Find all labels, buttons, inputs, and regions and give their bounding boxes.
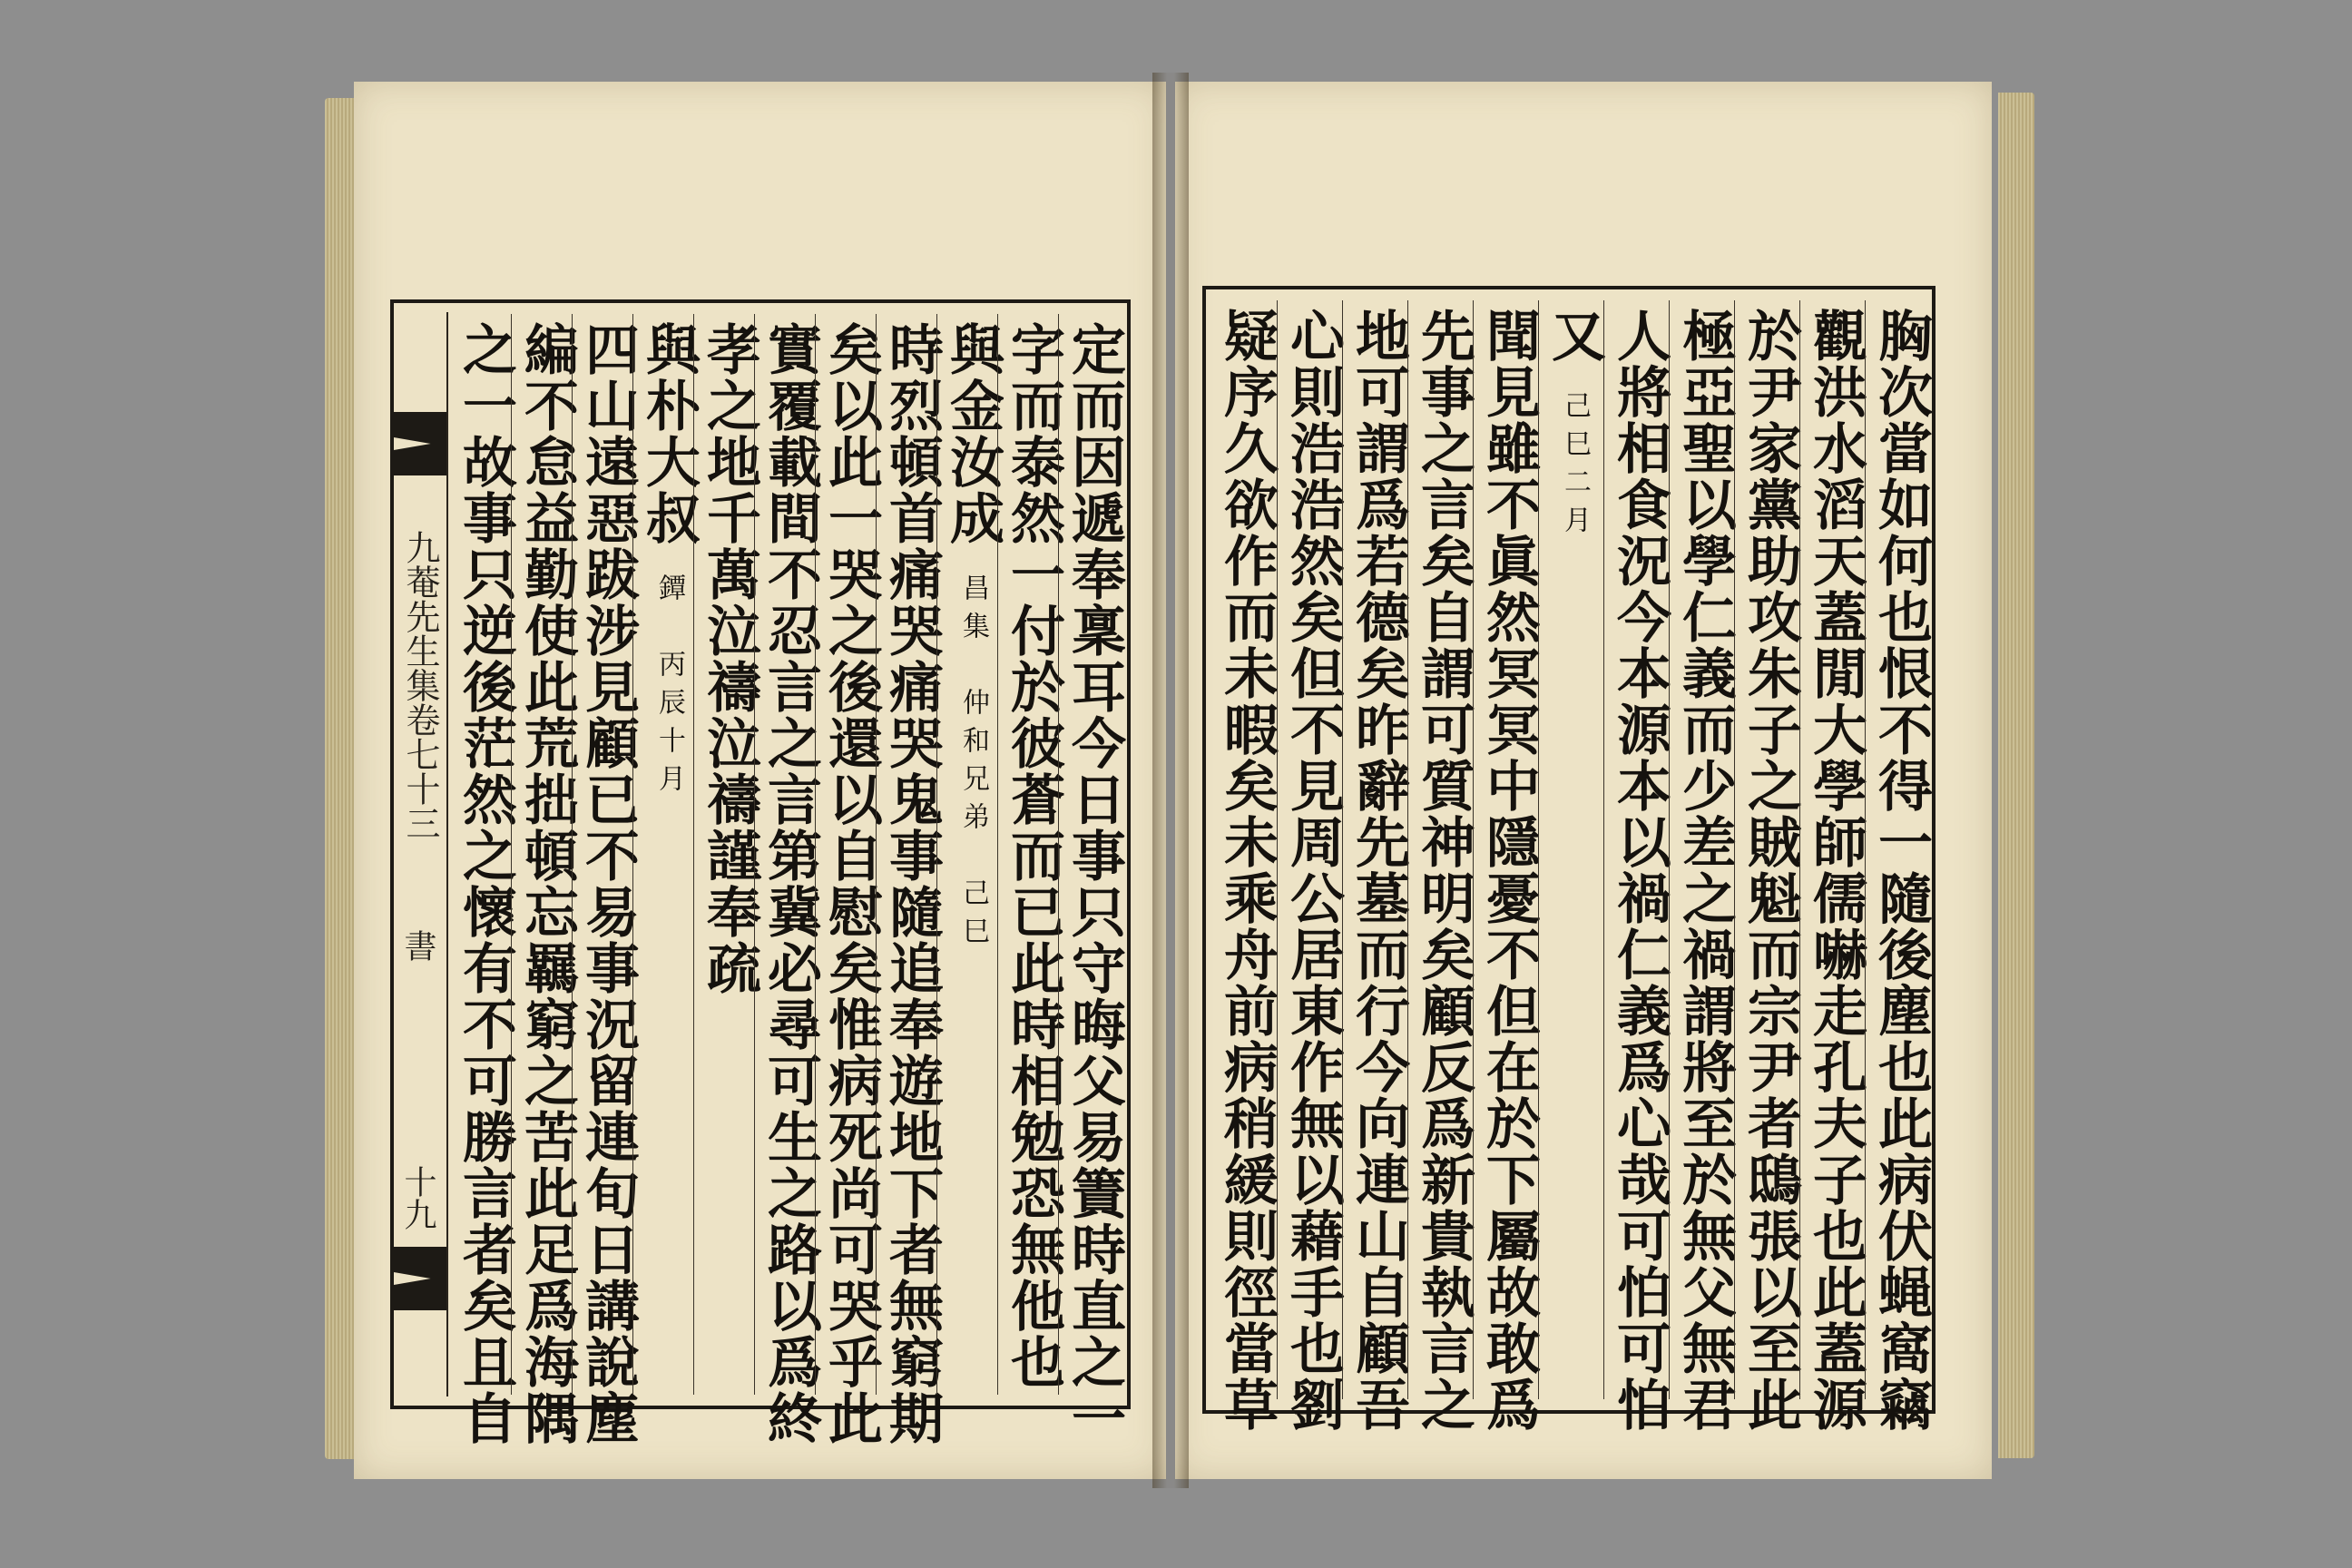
right-text-column — [1342, 300, 1414, 1433]
column-text: 之一故事只逆後茫然之懷有不可勝言者矣且自 — [454, 321, 517, 1446]
letter-heading — [1539, 308, 1610, 544]
right-text-column — [1603, 300, 1675, 1433]
right-text-column — [1538, 300, 1610, 1399]
column-text: 字而泰然一付於彼蒼而已此時相勉恐無他也 — [1002, 321, 1065, 1390]
column-text: 胸次當如何也恨不得一隨後塵也此病伏蝇窩竊 — [1869, 308, 1933, 1433]
right-page — [1175, 82, 1992, 1479]
column-text: 心則浩浩然矣但不見周公居東作無以藉手也劉 — [1281, 308, 1345, 1433]
book-title: 九菴先生集卷七十三 — [400, 530, 440, 840]
column-text: 觀洪水滔天蓋閒大學師儒嚇走孔夫子也此蓋源 — [1804, 308, 1867, 1433]
letter-recipient: 又 — [1543, 308, 1606, 364]
right-text-column — [1473, 300, 1544, 1433]
column-text: 先事之言矣自謂可質神明矣顧反爲新貴執言之 — [1412, 308, 1475, 1433]
column-text: 四山遠惡跋涉見顧已不易事況留連旬日講說塵 — [576, 321, 640, 1446]
letter-date-note: 己巳二月 — [1559, 391, 1591, 544]
column-text: 實覆載間不忍言之言第冀必尋可生之路以爲終 — [759, 321, 822, 1446]
letter-date-note: 昌集 仲和兄弟 己巳 — [957, 573, 989, 955]
column-text: 聞見雖不眞然冥冥中隱憂不但在於下屬故敢爲 — [1477, 308, 1541, 1433]
right-text-frame — [1202, 286, 1936, 1433]
right-text-column — [1799, 300, 1871, 1433]
column-text: 時烈頓首痛哭痛哭鬼事隨追奉遊地下者無窮期 — [880, 321, 944, 1446]
center-plate — [394, 312, 448, 1396]
column-text: 矣以此一哭之後還以自慰矣惟病死尚可哭乎此 — [819, 321, 883, 1446]
column-text: 於尹家黨助攻朱子之賊魁而宗尹者鴟張以至此 — [1739, 308, 1802, 1433]
fish-tail-lower-icon — [394, 1247, 446, 1310]
column-text: 定而因遞奉稟耳今日事只守晦父易簀時直之一 — [1063, 321, 1126, 1446]
book-gutter — [1152, 73, 1189, 1488]
letter-recipient: 與金汝成 — [941, 321, 1004, 546]
left-text-column — [1058, 314, 1130, 1446]
section-label: 書 — [399, 929, 436, 962]
open-book — [318, 73, 2042, 1506]
column-text: 人將相食況今本源本以禍仁義爲心哉可怕可怕 — [1608, 308, 1671, 1433]
column-text: 極亞聖以學仁義而少差之禍謂將至於無父無君 — [1673, 308, 1737, 1433]
letter-date-note: 鐔 丙辰十月 — [653, 573, 685, 802]
right-page-edges — [1998, 93, 2034, 1458]
column-text: 地可謂爲若德矣昨辭先墓而行今向連山自顧吾 — [1347, 308, 1410, 1433]
left-text-frame — [390, 299, 1131, 1446]
column-text: 疑序久欲作而未暇矣未乘舟前病稍緩則徑當草 — [1215, 308, 1279, 1433]
fish-tail-upper-icon — [394, 412, 446, 475]
column-text: 孝之地千萬泣禱泣禱謹奉疏 — [698, 321, 761, 996]
right-text-column — [1734, 300, 1806, 1433]
right-text-column — [1865, 300, 1936, 1433]
right-text-column — [1669, 300, 1740, 1433]
page-number: 十九 — [399, 1165, 436, 1230]
letter-recipient: 與朴大叔 — [637, 321, 701, 546]
right-text-column — [1211, 300, 1282, 1433]
right-text-column — [1407, 300, 1479, 1433]
right-text-column — [1277, 300, 1348, 1433]
left-page — [354, 82, 1166, 1479]
column-text: 編不怠益勤使此荒拙頓忘羈窮之苦此足爲海隅 — [515, 321, 579, 1446]
